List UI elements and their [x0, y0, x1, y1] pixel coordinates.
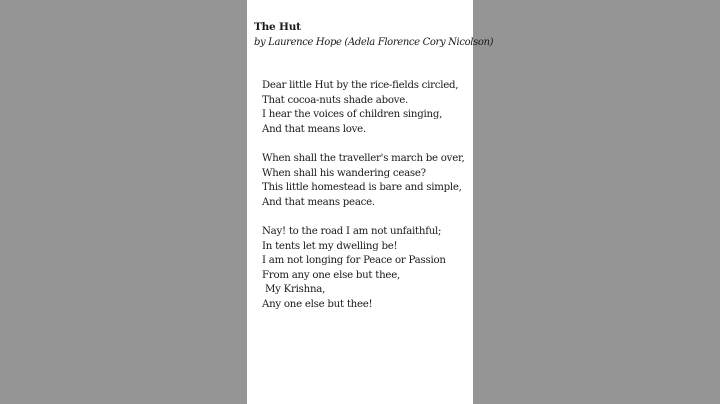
poem-body [262, 79, 472, 327]
poem-line: I am not longing for Peace or Passion [262, 255, 446, 267]
poem-line: I hear the voices of children singing, [262, 109, 443, 121]
poem-line: That cocoa-nuts shade above. [262, 94, 409, 106]
poem-title: The Hut [254, 21, 301, 33]
poem-author: by Laurence Hope (Adela Florence Cory Nicolson) [254, 37, 494, 48]
poem-line: Nay! to the road I am not unfaithful; [262, 225, 442, 237]
poem-line: And that means love. [262, 123, 366, 135]
poem-line: From any one else but thee, [262, 269, 400, 281]
poem-line: My Krishna, [265, 284, 326, 296]
poem-page [247, 0, 494, 404]
poem-line: When shall his wandering cease? [262, 167, 426, 179]
stanza-1 [262, 79, 472, 137]
stanza-3 [262, 225, 472, 313]
poem-line: This little homestead is bare and simple, [262, 182, 462, 194]
stanza-2 [262, 152, 472, 210]
poem-line: And that means peace. [262, 196, 375, 208]
poem-line: In tents let my dwelling be! [262, 240, 398, 252]
poem-line: Dear little Hut by the rice-fields circled, [262, 80, 459, 91]
poem-line: Any one else but thee! [262, 298, 373, 310]
poem-line: When shall the traveller's march be over, [262, 152, 465, 164]
